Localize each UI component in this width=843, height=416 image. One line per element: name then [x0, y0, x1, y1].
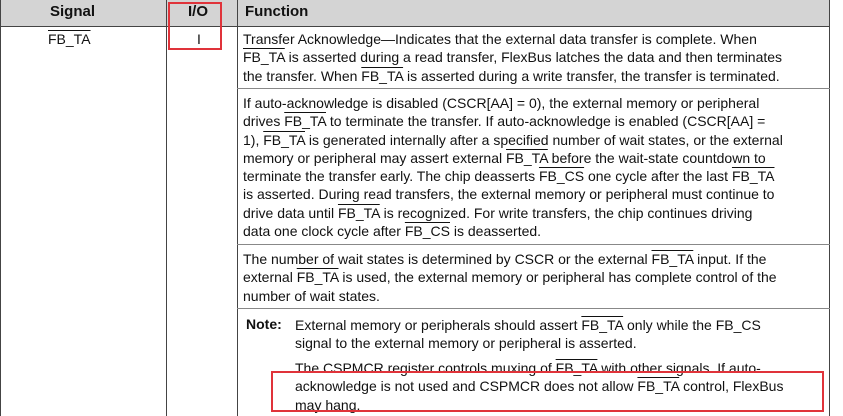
text-run: input. If the	[693, 251, 767, 267]
header-function: Function	[245, 3, 309, 20]
header-io: I/O	[188, 3, 209, 20]
text-run: control, FlexBus	[679, 378, 784, 395]
text-run: before the wait-state countdown to	[547, 149, 766, 166]
text-run: is deasserted.	[450, 223, 542, 240]
text-run: may hang.	[295, 396, 361, 413]
text-run: only while the FB_CS	[623, 317, 761, 333]
text-run: Transfer Acknowledge—Indicates that the external data transfer is complete. When	[243, 31, 757, 47]
overlined-signal-name: FB_TA	[284, 113, 326, 130]
text-line	[243, 167, 828, 185]
signal-name-cell: FB_TA	[48, 31, 91, 47]
text-line	[243, 112, 828, 130]
text-line	[243, 48, 828, 66]
paragraph-separator-2	[237, 244, 830, 245]
text-line	[295, 334, 825, 352]
overlined-signal-name: FB_TA	[731, 168, 775, 185]
text-run: drive data until	[243, 204, 338, 221]
text-run: 1),	[243, 131, 264, 148]
text-line	[243, 149, 828, 167]
text-run: The CSPMCR register controls muxing of	[295, 360, 556, 376]
text-run: to terminate the transfer. If auto-acknowledge is enabled (CSCR[AA] =	[326, 113, 766, 130]
text-line	[243, 185, 828, 203]
overlined-signal-name: FB_TA	[296, 269, 339, 286]
text-run: the transfer. When	[243, 67, 362, 84]
text-run: The number of wait states is determined by CSCR or the external	[243, 251, 652, 267]
text-run: with other signals. If auto-	[597, 360, 761, 376]
text-run: If auto-acknowledge is disabled (CSCR[AA] = 0), the external memory or peripheral	[243, 95, 760, 111]
overlined-signal-name: FB_TA	[581, 317, 624, 333]
overlined-signal-name: FB_TA	[506, 149, 548, 166]
text-line	[243, 30, 828, 48]
table-border-right	[829, 0, 830, 416]
text-line	[243, 204, 828, 222]
paragraph-separator-3	[237, 308, 830, 309]
overlined-signal-name: FB_TA	[337, 204, 380, 221]
text-run: external	[243, 269, 297, 286]
table-border-left	[0, 0, 1, 416]
paragraph-separator-1	[237, 88, 830, 89]
overlined-signal-name: FB_CS	[404, 223, 450, 240]
table-header-row	[0, 0, 830, 27]
text-run: is used, the external memory or peripheral has complete control of the	[338, 269, 777, 286]
note-paragraph-1	[295, 316, 825, 353]
text-run: is asserted during a write transfer, the transfer is terminated.	[403, 67, 780, 84]
text-run: is recognized. For write transfers, the chip continues driving	[379, 204, 753, 221]
text-run: is asserted during a read transfer, FlexBus latches the data and then terminates	[284, 49, 783, 66]
text-run: drives	[243, 113, 285, 130]
io-highlight-box	[168, 2, 222, 50]
overlined-signal-name: FB_TA	[651, 251, 694, 267]
text-run: memory or peripheral may assert external	[243, 149, 506, 166]
text-line	[243, 94, 828, 112]
function-paragraph-2	[243, 94, 828, 240]
function-paragraph-3	[243, 250, 828, 305]
text-run: External memory or peripherals should assert	[295, 317, 582, 333]
text-run: terminate the transfer early. The chip deasserts	[243, 168, 539, 185]
text-run: number of wait states.	[243, 287, 380, 304]
header-signal: Signal	[50, 3, 96, 20]
text-line	[243, 67, 828, 85]
overlined-signal-name: FB_CS	[538, 168, 585, 185]
overlined-signal-name: FB_TA	[361, 67, 404, 84]
overlined-signal-name: FB_TA	[263, 131, 305, 148]
overlined-signal-name: FB_TA	[243, 49, 285, 66]
text-line	[243, 287, 828, 305]
text-run: signal to the external memory or peripheral is asserted.	[295, 335, 637, 352]
overlined-signal-name: FB_TA	[555, 360, 598, 376]
text-line	[243, 250, 828, 268]
text-run: is asserted. During read transfers, the external memory or peripheral must continue to	[243, 186, 775, 203]
text-run: acknowledge is not used and CSPMCR does not allow	[295, 378, 638, 395]
text-run: one cycle after the last	[584, 168, 732, 185]
text-line	[243, 131, 828, 149]
column-divider-1	[166, 0, 167, 416]
overlined-signal-name: FB_TA	[637, 378, 680, 395]
function-paragraph-1	[243, 30, 828, 85]
text-run: data one clock cycle after	[243, 223, 405, 240]
text-run: is generated internally after a specified number of wait states, or the external	[305, 131, 783, 148]
text-line	[243, 268, 828, 286]
text-line	[243, 222, 828, 240]
io-direction-cell: I	[197, 31, 201, 47]
column-divider-2	[237, 0, 238, 416]
note-highlight-box	[271, 371, 824, 412]
note-label: Note:	[246, 316, 282, 332]
text-line	[295, 316, 825, 334]
